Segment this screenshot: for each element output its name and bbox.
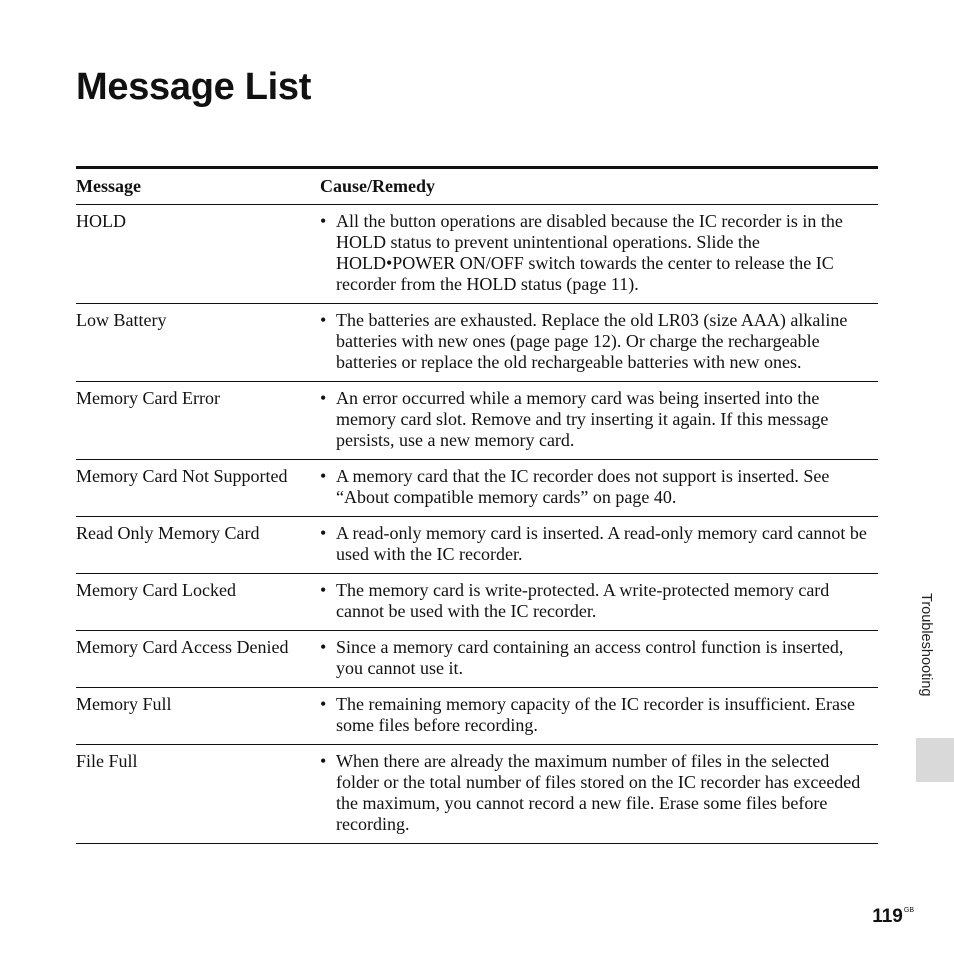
table-row [76, 516, 878, 573]
cause-cell [320, 694, 878, 736]
message-cell: Low Battery [76, 310, 167, 330]
bullet: • [320, 580, 327, 600]
message-cell: Memory Card Not Supported [76, 466, 288, 486]
table-row [76, 303, 878, 381]
cause-cell [320, 523, 878, 565]
page-number [872, 906, 914, 928]
section-side-label: Troubleshooting [918, 593, 934, 697]
table-row [76, 381, 878, 459]
table-row [76, 630, 878, 687]
bullet: • [320, 751, 327, 771]
cause-cell [320, 637, 878, 679]
table-row [76, 204, 878, 303]
cause-text: A read-only memory card is inserted. A read-only memory card cannot be used with the IC recorder. [336, 523, 867, 564]
message-cell: File Full [76, 751, 138, 771]
cause-cell [320, 388, 878, 451]
cause-text: The batteries are exhausted. Replace the old LR03 (size AAA) alkaline batteries with new ones (page page 12). Or charge the rechargeable batteries or replace the old rechargeable batteries with new ones. [336, 310, 848, 372]
message-cell: Read Only Memory Card [76, 523, 260, 543]
cause-text: Since a memory card containing an access control function is inserted, you cannot use it. [336, 637, 844, 678]
page-number-value: 119 [872, 906, 903, 927]
message-cell: HOLD [76, 211, 126, 231]
message-table [76, 166, 878, 844]
message-cell: Memory Card Locked [76, 580, 236, 600]
bullet: • [320, 466, 327, 486]
table-row [76, 573, 878, 630]
bullet: • [320, 694, 327, 714]
header-cause-remedy: Cause/Remedy [320, 176, 435, 196]
cause-text: When there are already the maximum number of files in the selected folder or the total number of files stored on the IC recorder has exceeded the maximum, you cannot record a new file. Erase some files before recording. [336, 751, 861, 834]
message-cell: Memory Card Error [76, 388, 220, 408]
page-number-suffix: GB [903, 907, 914, 914]
table-header-row [76, 169, 878, 204]
header-message: Message [76, 176, 141, 196]
table-row [76, 687, 878, 744]
message-cell: Memory Full [76, 694, 172, 714]
bullet: • [320, 637, 327, 657]
section-thumb-tab [916, 738, 954, 782]
table-row [76, 459, 878, 516]
cause-text: All the button operations are disabled because the IC recorder is in the HOLD status to prevent unintentional operations. Slide the HOLD•POWER ON/OFF switch towards the center to release the IC recorder from the HOLD status (page 11). [336, 211, 843, 294]
cause-cell [320, 580, 878, 622]
cause-cell [320, 310, 878, 373]
cause-text: An error occurred while a memory card was being inserted into the memory card slot. Remove and try inserting it again. If this message persists, use a new memory card. [336, 388, 829, 450]
cause-text: The memory card is write-protected. A write-protected memory card cannot be used with the IC recorder. [336, 580, 830, 621]
bullet: • [320, 388, 327, 408]
table-row [76, 744, 878, 843]
cause-cell [320, 211, 878, 295]
bullet: • [320, 310, 327, 330]
cause-text: A memory card that the IC recorder does not support is inserted. See “About compatible memory cards” on page 40. [336, 466, 830, 507]
cause-text: The remaining memory capacity of the IC recorder is insufficient. Erase some files before recording. [336, 694, 855, 735]
bullet: • [320, 211, 327, 231]
bullet: • [320, 523, 327, 543]
page-title: Message List [76, 66, 312, 108]
cause-cell [320, 466, 878, 508]
message-cell: Memory Card Access Denied [76, 637, 289, 657]
cause-cell [320, 751, 878, 835]
